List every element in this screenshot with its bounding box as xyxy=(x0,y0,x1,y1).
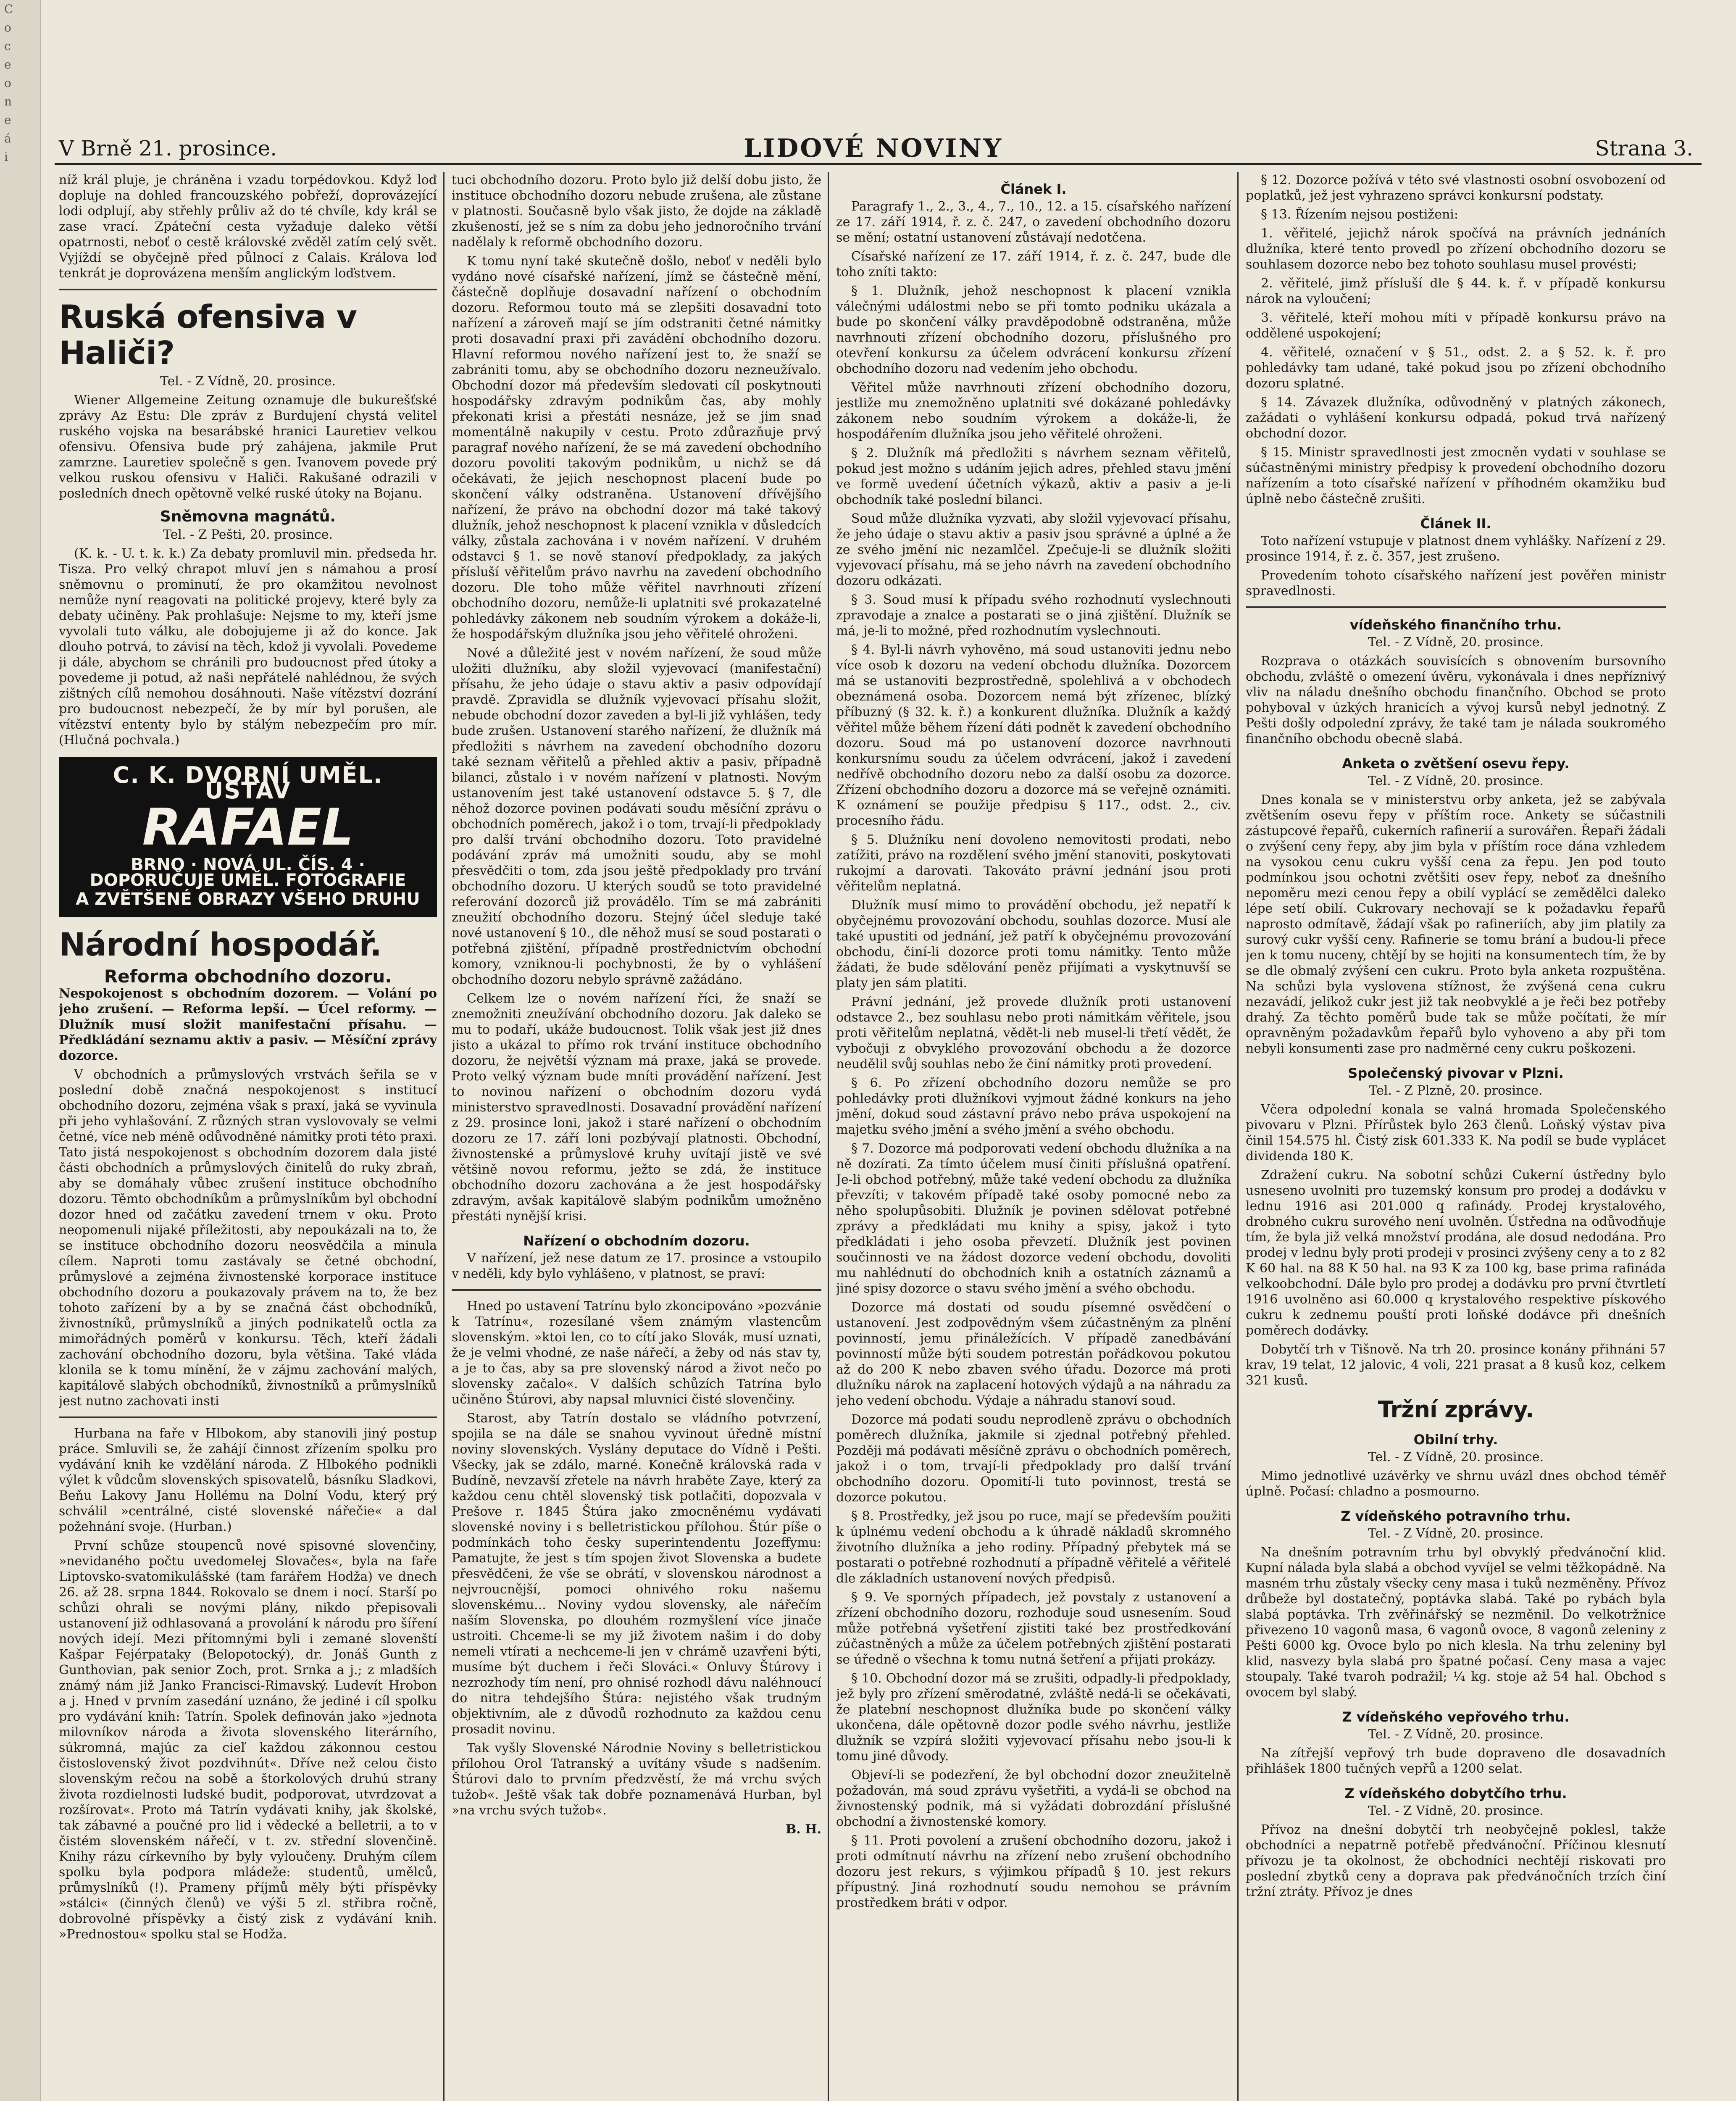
decree-text: § 14. Závazek dlužníka, odůvodněný v platných zákonech, zažádati o vyhlášení konkursu odpadá, pokud trvá nařízený obchodní dozor. xyxy=(1246,395,1666,441)
column-1 xyxy=(59,172,437,2101)
decree-text: § 1. Dlužník, jehož neschopnost k placení vznikla válečnými událostmi nebo se při tomto podniku ukázala a bude po skončení války pravděpodobně odstraněna, může navrhnouti zřízení obchodního dozoru, příslušného pro otevření konkursu za účelem odvrácení konkursu zřízení obchodního dozoru nad vedením jeho obchodu. xyxy=(836,284,1231,376)
ad-line: A ZVĚTŠENÉ OBRAZY VŠEHO DRUHU xyxy=(76,890,420,909)
masthead-title: LIDOVÉ NOVINY xyxy=(744,134,1003,163)
headline-vid-financni-trh: vídeňského finančního trhu. xyxy=(1349,617,1562,633)
divider xyxy=(1246,606,1666,608)
article-text: V nařízení, jež nese datum ze 17. prosince a vstoupilo v neděli, kdy bylo vyhlášeno, v platnost, se praví: xyxy=(452,1251,821,1281)
section-title-narodni-hospodar: Národní hospodář. xyxy=(59,926,381,963)
adjacent-page-edge xyxy=(0,0,41,2101)
decree-text: § 9. Ve sporných případech, jež povstaly z ustanovení a zřízení obchodního dozoru, rozhoduje soud usnesením. Soud může potřebná vyšetření zjistiti také bez prostředkování zúčastněných a může za účelem potřebných zjištění postarati se úředně o všechna k tomu nutná šetření a přijati prokázy. xyxy=(836,1590,1231,1667)
decree-text: Císařské nařízení ze 17. září 1914, ř. z. č. 247, bude dle toho zníti takto: xyxy=(836,249,1231,279)
feuilleton-text: Hurbana na faře v Hlbokom, aby stanovili jiný postup práce. Smluvili se, že zahájí činnost zřízením spolku pro vydávání knih ke vzdělání národa. Z Hlbokého podnikli výlet k vůdcům slovenských spisovatelů, básníku Sladkovi, Beňu Lakovy Janu Hollému na Dolní Vodu, který prý schválil »centrálné, cisté slovenské nářečie« a dal požehnání svoje. (Hurban.) xyxy=(59,1426,437,1534)
header-dateline: V Brně 21. prosince. xyxy=(59,136,277,161)
decree-text: Soud může dlužníka vyzvati, aby složil vyjevovací přísahu, že jeho údaje o stavu aktiv a pasiv jsou správné a úplné a že ze svého jmění nic nezamlčel. Zpečuje-li se dlužník složiti vyjevovací přísahu, má se jeho návrh na zavedení obchodního dozoru odkázati. xyxy=(836,511,1231,588)
article-text: Zdražení cukru. Na sobotní schůzi Cukerní ústředny bylo usneseno uvolniti pro tuzemský konsum pro prodej a dodávku v lednu 1916 asi 201.000 q rafinády. Prodej krystalového, drobného cukru surového není uvolněn. Ústředna na odůvodňuje tím, že byla již velká množství prodána, ale dosud nedodána. Pro prodej v lednu byly proti prodeji v prosinci zvýšeny ceny a to z 82 K 60 hal. na 88 K 50 hal. na 93 K za 100 kg, base prima rafináda velkoobchodní. Dále bylo pro prodej a dodávku pro první čtvrtletí 1916 uvolněno asi 60.000 q krystalového respektive pískového cukru k zednemu pouští proti loňské dodávce při dnešních poměrech dodávky. xyxy=(1246,1168,1666,1338)
decree-text: § 15. Ministr spravedlnosti jest zmocněn vydati v souhlase se súčastněnými ministry předpisy k provedení obchodního dozoru nařízením a toto císařské nařízení v příhodném okamžiku buď úplně nebo částečně zrušiti. xyxy=(1246,445,1666,506)
author-signature: B. H. xyxy=(785,1822,821,1837)
column-rule xyxy=(828,172,829,2101)
article-text: Dobytčí trh v Tišnově. Na trh 20. prosince konány přihnáni 57 krav, 19 telat, 12 jalovic, 4 voli, 221 prasat a 8 kusů koz, celkem 321 kusů. xyxy=(1246,1342,1666,1388)
divider xyxy=(59,289,437,290)
decree-text: Provedením tohoto císařského nařízení jest pověřen ministr spravedlnosti. xyxy=(1246,568,1666,598)
decree-text: § 3. Soud musí k případu svého rozhodnutí vyslechnouti zpravodaje a znalce a postarati se o jiná zjištění. Dlužník se má, je-li to možné, před rozhodnutím vyslechnouti. xyxy=(836,592,1231,638)
decree-text: § 11. Proti povolení a zrušení obchodního dozoru, jakož i proti odmítnutí návrhu na zřízení nebo zrušení obchodního dozoru jest rekurs, s výjimkou případů § 10. jest rekurs přípustný. Jiná rozhodnutí soudu nemohou se právním prostředkem bráti v odpor. xyxy=(836,1833,1231,1910)
decree-text: 2. věřitelé, jimž přísluší dle § 44. k. ř. v případě konkursu nárok na vyloučení; xyxy=(1246,276,1666,306)
article-text: Na zítřejší vepřový trh bude dopraveno dle dosavadních přihlášek 1800 tučných vepřů a 1200 selat. xyxy=(1246,1746,1666,1776)
headline-pivovar: Společenský pivovar v Plzni. xyxy=(1348,1065,1564,1081)
decree-text: Objeví-li se podezření, že byl obchodní dozor zneužitelně požadován, má soud zprávu vyšetřiti, a vydá-li se obchod na živnostenský podnik, má si vyžádati dobrozdání příslušné obchodní a živnostenské komory. xyxy=(836,1768,1231,1829)
headline-anketa: Anketa o zvětšení osevu řepy. xyxy=(1342,756,1570,771)
ad-line: C. K. DVORNÍ UMĚL. ÚSTAV xyxy=(113,762,383,804)
column-3 xyxy=(836,172,1231,2101)
ad-brand: RAFAEL xyxy=(142,798,354,857)
decree-text: § 8. Prostředky, jež jsou po ruce, mají se především použiti k úplnému vedení obchodu a k úhradě nákladů skromného životního dlužníka a jeho rodiny. Případný přebytek má se postarati o potřebné rozhodnutí a případně věřitelé a věřitelé dle základních ustanovení nových předpisů. xyxy=(836,1509,1231,1586)
divider xyxy=(59,1416,437,1418)
feuilleton-text: Hned po ustavení Tatrínu bylo zkoncipováno »pozvánie k Tatrínu«, rozesílané všem známým vlastencům slovenským. »ktoi len, co to cítí jako Slovák, musí uznati, že je velmi vhodné, ze naše nářečí, a žeby od nás stav ty, a je to čas, aby sa pre slovenský národ a život nečo po slovensky začalo«. V dalších schůzích Tatrína bylo učiněno Štúrovi, aby napsal mluvnici čisté slovenčiny. xyxy=(452,1299,821,1407)
section-title-trzni-zpravy: Tržní zprávy. xyxy=(1378,1396,1534,1423)
feuilleton-text: Tak vyšly Slovenské Národnie Noviny s belletristickou přílohou Orol Tatranský a uvítány všude s nadšením. Štúrovi dalo to prvním předzvěstí, že má vrchu svých tužob«. Ještě však tak dobře poznamenává Hurban, byl »na vrchu svých tužob«. xyxy=(452,1741,821,1818)
edge-fragment: á xyxy=(4,132,11,145)
decree-text: 3. věřitelé, kteří mohou míti v případě konkursu právo na oddělené uspokojení; xyxy=(1246,311,1666,341)
dateline: Tel. - Z Pešti, 20. prosince. xyxy=(163,527,333,542)
decree-text: 1. věřitelé, jejichž nárok spočívá na právních jednáních dlužníka, které tento provedl po zřízení obchodního dozoru se souhlasem dozorce nebo bez tohoto souhlasu musel provésti; xyxy=(1246,226,1666,272)
column-rule xyxy=(1237,172,1239,2101)
decree-text: § 4. Byl-li návrh vyhověno, má soud ustanoviti jednu nebo více osob k dozoru na vedení obchodu dlužníka. Dozorcem má se ustanoviti bezprostředně, spolehlivá a v obchodech obeznámená osoba. Dozorcem nemá být zřízenec, blízký příbuzný (§ 32. k. ř.) a konkurent dlužníka. Dlužník a každý věřitel může během řízení dáti podnět k zavedení obchodního dozoru. Soud má po ustanovení dozorce navrhnouti konkursnímu soudu za účelem odvrácení, jakož i zavedení nedřívě obchodního dozoru nebo za další osobu za dozorce. Zřízení obchodního dozoru a dozorce má se veřejně oznámiti. K oznámení se použije předpisu § 117., odst. 2., civ. procesního řádu. xyxy=(836,642,1231,828)
advertisement-rafael xyxy=(59,757,437,917)
decree-text: Dozorce má podati soudu neprodleně zprávu o obchodních poměrech dlužníka, jakmile si zjednal potřebný přehled. Později má podávati měsíčně zprávu o obchodních poměrech, jakož i o tom, trvají-li předpoklady pro další trvání obchodního dozoru. Opomití-li tuto povinnost, trestá se dozorce pokutou. xyxy=(836,1412,1231,1505)
headline-obilni-trhy: Obilní trhy. xyxy=(1413,1432,1498,1448)
article-text: V obchodních a průmyslových vrstvách šeřila se v poslední době značná nespokojenost s institucí obchodního dozoru, zejména však s praxí, jaká se vyvinula při jeho vyhlašování. Z různých stran vyslovovaly se velmi četné, více neb méně odůvodněné námitky proti této praxi. Tato jistá nespokojenost s obchodním dozorem dala jisté části obchodních a průmyslových činitelů do ruky zbraň, aby se domáhaly vůbec zrušení instituce obchodního dozoru. Těmto obchodníkům a průmyslníkům byl obchodní dozor hned od začátku zavedení trnem v oku. Proto neopomenuli nijaké příležitosti, aby nepoukázali na to, že se instituce obchodního dozoru neosvědčila a minula cílem. Naproti tomu zastávaly se četné obchodní, průmyslové a zejména živnostenské korporace instituce obchodního dozoru a poukazovaly právem na to, že bez tohoto zařízení by a by se značná část obchodníků, živnostníků, průmyslníků a jiných podnikatelů octla za mimořádných poměrů v konkursu. Těch, kteří žádali zachování obchodního dozoru, byla většina. Také vláda klonila se k tomu mínění, že v zájmu zachování malých, kapitálově slabých obchodníků, živnostníků a průmyslníků jest nutno zachovati insti xyxy=(59,1067,437,1409)
decree-text: § 6. Po zřízení obchodního dozoru nemůže se pro pohledávky proti dlužníkovi vyjmout žádné konkurs na jeho jmění, dokud soud zástavní právo nebo práva uspokojení na majetku svého jmění a svého jmění a svého obchodu. xyxy=(836,1076,1231,1137)
decree-text: Paragrafy 1., 2., 3., 4., 7., 10., 12. a 15. císařského nařízení ze 17. září 1914, ř. z. č. 247, o zavedení obchodního dozoru se mění; ostatní ustanovení zůstávají nedotčena. xyxy=(836,199,1231,245)
dateline: Tel. - Z Vídně, 20. prosince. xyxy=(1368,1727,1544,1742)
edge-fragment: o xyxy=(4,21,11,34)
page-header xyxy=(55,134,1702,165)
decree-text: 4. věřitelé, označení v § 51., odst. 2. a § 52. k. ř. pro pohledávky tam udané, také pokud jsou po zřízení obchodního dozoru splatné. xyxy=(1246,345,1666,391)
dateline: Tel. - Z Vídně, 20. prosince. xyxy=(1368,1526,1544,1541)
headline-veprovy-trh: Z vídeňského vepřového trhu. xyxy=(1342,1709,1570,1725)
headline-clanek-2: Článek II. xyxy=(1420,516,1491,532)
feuilleton-text: Starost, aby Tatrín dostalo se vládního potvrzení, spojila se na dále se snahou vyvinout úředně místní noviny slovenských. Vyslány deputace do Vídně i Pešti. Všecky, jak se zdálo, marné. Konečně královská rada v Budíně, nevzavší zřetele na návrh hraběte Zaye, který za každou cenu chtěl slovenský tisk potlačiti, dopozvala v Prešove r. 1845 Štúra jako zmocněnému vydávati slovenské noviny i s belletristickou přílohou. Štúr píše o podmínkách toho česky superintendentu Jozeffymu: Pamatujte, že jest s tím spojen život Slovenska a budete přesvědčeni, že vše se obrátí, v slovenskou národnost a nejvroucnější, pomoci ohnivého roku našemu slovenskému... Noviny vydou slovensky, ale nářečím naším Slovenska, po dlouhém rozmyšlení více jinače ustroiti. Chceme-li se my již životem našim i do doby nemeli vtírati a nechceme-li jen v chrámě uzavřeni býti, musíme být duchem i řeči Slováci.« Onluvy Štúrovy i nezrozhody tím není, pro ohnisé rozhodl dávu naléhnoucí do nitra tehdejšího Štúra: nejistého však trudným objektivním, ale z důvodů rozhodnuto za každou cenu prosadit novinu. xyxy=(452,1411,821,1737)
decree-text: § 2. Dlužník má předložiti s návrhem seznam věřitelů, pokud jest možno s udáním jejich adres, přehled stavu jmění ve formě uvedení účetních výkazů, aktiv a pasiv a je-li obchodník také poslední bilanci. xyxy=(836,446,1231,507)
decree-text: § 7. Dozorce má podporovati vedení obchodu dlužníka a na ně dozírati. Za tímto účelem musí činiti příslušná opatření. Je-li obchod potřebný, může také vedení obchodu za dlužníka převzíti; v takovém případě také osoby pomocné nebo za něho spolupůsobiti. Dlužník je povinen sdělovat potřebné zprávy a předkládati mu knihy a spisy, jakož i tyto předkládati i jeho osoba převzetí. Dlužník jest povinen součinnosti ve na žádost dozorce vedení obchodu, dovoliti mu nahlédnutí do obchodních knih a ostatních záznamů a jiné spisy dozorce o stavu svého jmění a svého obchodu. xyxy=(836,1141,1231,1296)
edge-fragment: e xyxy=(4,113,11,127)
edge-fragment: e xyxy=(4,58,11,71)
divider xyxy=(452,1289,821,1291)
dateline: Tel. - Z Vídně, 20. prosince. xyxy=(1368,774,1544,788)
article-text: tuci obchodního dozoru. Proto bylo již delší dobu jisto, že instituce obchodního dozoru nebude zrušena, ale zůstane v platnosti. Současně bylo však jisto, že dojde na základě zkušeností, jež se s ním za dobu jeho jednoročního trvání nadělaly k reformě obchodního dozoru. xyxy=(452,173,821,250)
decree-text: § 13. Řízením nejsou postiženi: xyxy=(1261,207,1459,222)
decree-text: § 5. Dlužníku není dovoleno nemovitosti prodati, nebo zatížiti, právo na rozdělení svého jmění stanoviti, poskytovati rukojmí a darovati. Takováto právní jednání jsou proti věřitelům neplatná. xyxy=(836,832,1231,894)
column-2 xyxy=(452,172,821,2101)
article-summary: Nespokojenost s obchodním dozorem. — Volání po jeho zrušení. — Reforma lepší. — Úcel reformy. — Dlužník musí složit manifestační přísahu. — Předkládání seznamu aktiv a pasiv. — Měsíční zprávy dozorce. xyxy=(59,986,437,1063)
decree-text: Právní jednání, jež provede dlužník proti ustanovení odstavce 2., bez souhlasu nebo proti námitkám věřitele, jsou proti věřitelům neplatná, vědět-li neb musel-li třetí vědět, že vybočuji z obvyklého provozování obchodu a že dozorce neudělil svůj souhlas nebo že činí námitky proti provedení. xyxy=(836,995,1231,1072)
headline-snemovna: Sněmovna magnátů. xyxy=(160,508,336,525)
headline-potravni-trh: Z vídeňského potravního trhu. xyxy=(1341,1508,1571,1524)
edge-fragment: i xyxy=(4,150,8,164)
page-number: Strana 3. xyxy=(1595,136,1693,161)
article-text: Wiener Allgemeine Zeitung oznamuje dle bukurešťské zprávy Az Estu: Dle zpráv z Burdujení chystá velitel ruského vojska na besarábské hranici Lauretiev velkou ofensivu. Ofensiva bude prý zahájena, jakmile Prut zamrzne. Lauretiev společně s gen. Ivanovem povede prý velkou ruskou ofensivu v Haliči. Rakušané odrazili v posledních dnech opětovně velké ruské útoky na Bojanu. xyxy=(59,393,437,501)
headline-dobytci-trh: Z vídeňského dobytčího trhu. xyxy=(1344,1785,1567,1801)
decree-text: Dlužník musí mimo to provádění obchodu, jež nepatří k obyčejnému provozování obchodu, souhlas dozorce. Musí ale také upustiti od jednání, jež patří k obyčejnému provozování obchodu, činí-li dozorce proti tomu námitky. Tento může žádati, že bude sdělování peněz přijímati a vyskytnuvší se platy jen sám platiti. xyxy=(836,898,1231,990)
decree-text: Dozorce má dostati od soudu písemné osvědčení o ustanovení. Jest zodpovědným všem zúčastněným za plnění povinností, jemu přináležících. V případě zanedbávání povinností může býti soudem potrestán pořádkovou pokutou až do 200 K nebo zbaven svého úřadu. Dozorce má proti dlužníku nárok na zaplacení hotových výdajů a na náhradu za jeho vedení obchodu. Výdaje a náhradu stanoví soud. xyxy=(836,1300,1231,1408)
article-text: Včera odpolední konala se valná hromada Společenského pivovaru v Plzni. Přírůstek bylo 263 členů. Loňský výstav piva činil 154.575 hl. Čistý zisk 601.333 K. Na podíl se bude vyplácet dividenda 180 K. xyxy=(1246,1102,1666,1164)
dateline: Tel. - Z Vídně, 20. prosince. xyxy=(1368,1450,1544,1464)
article-text: K tomu nyní také skutečně došlo, neboť v neděli bylo vydáno nové císařské nařízení, jímž se částečně mění, částečně doplňuje dosavadní nařízení o obchodním dozoru. Reformou touto má se zlepšiti dosavadní toto nařízení a zároveň mají se jím odstraniti četné námitky proti dosavadní praxi při zavádění obchodního dozoru. Hlavní reformou nového nařízení jest to, že snaží se zabrániti tomu, aby se obchodního dozoru nezneužívalo. Obchodní dozor má především sledovati cíl poskytnouti hospodářsky zdravým podnikům čas, aby mohly překonati krisi a přestáti nesnáze, jež se jim snad momentálně nakupily v cestu. Proto zdůrazňuje prvý paragraf nového nařízení, že se má zavedení obchodního dozoru povoliti takovým podnikům, u nichž se dá očekávati, že jejich neschopnost placení bude po skončení války odstraněna. Ustanovení dřívějšího nařízení, že právo na obchodní dozor má také takový dlužník, jehož neschopnost k placení vznikla v důsledcích války, zůstala zachována i v novém nařízení. V druhém odstavci § 1. se nově stanoví předpoklady, za jakých přísluší věřitelům právo navrhu na zavedení obchodního dozoru. Dle toho může věřitel navrhnouti zřízení obchodního dozoru, nemůže-li uplatniti své prokazatelné pohledávky zákonem neb soudním výrokem a dokáže-li, že hospodářským dlužníka jsou jeho věřitelé ohroženi. xyxy=(452,254,821,642)
edge-fragment: C xyxy=(4,2,13,16)
article-text: (K. k. - U. t. k. k.) Za debaty promluvil min. předseda hr. Tisza. Pro velký chrapot mluví jen s námahou a prosí sněmovnu o prominutí, že pro okamžitou nevolnost nemůže nyní reagovati na politické projevy, které byly za debaty učiněny. Pak prohlašuje: Nejsme to my, kteří jsme vyvolali tuto válku, ale dobojujeme ji až do konce. Jak dlouho potrvá, to závisí na těch, kdož ji vyvolali. Povedeme ji dále, abychom se chránili pro budoucnost před útoky a povedeme ji potud, až naši nepřátelé nahlédnou, že svých zištných cílů nemohou dosáhnouti. Naše vítězství dozrání pro budoucnost nebezpečí, že by mír byl porušen, ale vítězství ententy bylo by stálým nebezpečím pro mír. (Hlučná pochvala.) xyxy=(59,546,437,748)
feuilleton-text: První schůze stoupenců nové spisovné slovenčiny, »nevidaného počtu uvedomelej Slovačes«, byla na faře Liptovsko-svatomikulášské (tam farářem Hodža) ve dnech 26. až 28. srpna 1844. Rokovalo se dnem i nocí. Starší po schůzi ohrali se novými plány, nikdo přepisovali ustanovení již odhlasovaná a provolání k národu pro šíření nových idejí. Mezi přítomnými byli i zemané slovenští Kašpar Fejérpataky (Belopotocký), dr. Jonáš Gunth z Gunthovian, pak senior Zoch, prot. Srnka a j.; z mladších známý nám již Janko Francisci-Rimavský. Ludevít Hrobon a j. Hned v prvním zasedání uznáno, že jediné i cíl spolku pro vydávání knih: Tatrín. Spolek definován jako »jednota milovníkov národa a života slovenského literárního, súkromná, majúc za cieľ každou zákonnou cestou čistoslovenský život pozdvihnút«. Dříve než celou čisto slovenským rečou na sobě a štorkolových druhú strany života rozdielnosti ludské budit, podporovat, utvrdzovat a rozšírovat«. Proto má Tatrín vydávati knihy, jak školské, tak zábavné a poučné pro lid i vědecké a belletrii, a to v čistém slovenském nářečí, v t. zv. střední slovenčině. Knihy rázu církevního by byly vyloučeny. Druhým cílem spolku byla podpora mládeže: studentů, umělců, průmyslníků (!). Prameny příjmů měly býti příspěvky »stálci« (činných členů) ve výši 5 zl. střibra ročně, dobrovolné příspěvky a čistý zisk z vydávání knih. »Prednostou« spolku stal se Hodža. xyxy=(59,1538,437,1942)
ad-line: BRNO · NOVÁ UL. ČÍS. 4 · DOPORUČUJE UMĚL. FOTOGRAFIE xyxy=(89,855,406,890)
article-text: níž král pluje, je chráněna i vzadu torpédovkou. Když loď dopluje na dohled francouzského pobřeží, doprovázející lodi odplují, aby střehly průliv až do té chvíle, kdy král se zase vrací. Zpáteční cesta vyžaduje daleko větší opatrnosti, neboť o cestě královské zvěděl zatím celý svět. Vyjíždí se obyčejně před půlnocí z Calais. Králova loď tenkrát je doprovázena menším anglickým loďstvem. xyxy=(59,173,437,281)
decree-text: Toto nařízení vstupuje v platnost dnem vyhlášky. Nařízení z 29. prosince 1914, ř. z. č. 357, jest zrušeno. xyxy=(1246,534,1666,564)
headline-narizeni: Nařízení o obchodním dozoru. xyxy=(523,1233,750,1249)
article-text: Rozprava o otázkách souvisících s obnovením bursovního obchodu, zvláště o omezení úvěru, vykonávala i dnes nepříznivý vliv na náladu dnešního obchodu finančního. Obchod se proto pohyboval v úzkých hranicích a vývoj kursů nebyl jednotný. Z Pešti došly odpolední zprávy, že také tam je nálada soukromého finančního obchodu obecně slabá. xyxy=(1246,654,1666,746)
dateline: Tel. - Z Vídně, 20. prosince. xyxy=(160,374,336,389)
headline-ruska-ofensiva: Ruská ofensiva v Haliči? xyxy=(59,298,357,371)
column-4 xyxy=(1246,172,1666,2101)
column-rule xyxy=(443,172,445,2101)
article-text: Celkem lze o novém nařízení říci, že snaží se znemožniti zneužívání obchodního dozoru. Jak daleko se mu to podaří, ukáže budoucnost. Tolik však jest již dnes jisto a ukázal to přímo rok trvání instituce obchodního dozoru, že největší význam má praxe, jaká se provede. Proto velký význam bude mníti provádění nařízení. Jest to novinou nařízení o obchodním dozoru vydá ministerstvo spravedlnosti. Dosavadní provádění nařízení z 29. prosince loni, jakož i staré nařízení o obchodním dozoru ze 17. září loni pozbývají platnosti. Obchodní, živnostenské a průmyslové kruhy uvítají jistě ve své většině novou reformu, ježto se zdá, že instituce obchodního dozoru zachována a že jest hospodářsky zdravým, avšak kapitálově slabým podnikům umožněno přestáti nynější krisi. xyxy=(452,991,821,1224)
article-text: Dnes konala se v ministerstvu orby anketa, jež se zabývala zvětšením osevu řepy v příštím roce. Ankety se súčastnili zástupcové řepařů, cukerních rafinerií a surovářen. Řepaři žádali o zvýšení ceny řepy, aby jim byla v příštím roce dána vzhledem na vysokou cenu cukru vyšší cena za řepu. Jen pod touto podmínkou jsou ochotni zvětšiti osev řepy, neboť za dnešního nepoměru mezi cenou řepy a obilí vyplácí se zemědělci daleko lépe setí obilí. Cukrovary nechovají se k požadavku řepařů naprosto odmítavě, žádají však po rafineriích, aby jim platily za surový cukr vyšší ceny. Rafinerie se tomu brání a budou-li přece jen k tomu nuceny, chtějí by se hojiti na konsumentech tím, že by se dle obmalý zvýšení cen cukru. Proto byla anketa rozpuštěna. Na schůzi byla vyslovena stížnost, že zvýšená cena cukru nezavádí, jelikož cukr jest již tak neobvyklé a je řeči bez potřeby drahý. Za těchto poměrů bude tak se může počítati, že mír opravněným požadavkům řepařů bylo vyhoveno a aby při tom nebyli konsumenti zase pro nadměrné ceny cukru poškozeni. xyxy=(1246,792,1666,1056)
article-text: Nové a důležité jest v novém nařízení, že soud může uložiti dlužníku, aby složil vyjevovací (manifestační) přísahu, že jeho údaje o stavu aktiv a pasiv odpovídají pravdě. Zpravidla se dlužník vyjevovací přísahu složit, nebude obchodní dozor zaveden a byl-li již vyhlášen, tedy bude zrušen. Ustanovení starého nařízení, že dlužník má předložiti s návrhem na zavedení obchodního dozoru také seznam věřitelů a přehled aktiv a pasiv, případně bilanci, zůstalo i v novém nařízení v platnosti. Novým ustanovením jest také ustanovení odstavce 5. § 7, dle něhož dozorce povinen podávati soudu měsíční zprávu o obchodních poměrech, jakož i o tom, trvají-li předpoklady pro další trvání obchodního dozoru. Toto pravidelné podávání zpráv má umožniti soudu, aby se mohl přesvědčiti o tom, zda jsou ještě předpoklady pro trvání obchodního dozoru. U kterých soudů se toto pravidelné referování dozorců již provádělo. Tím se má zabrániti zneužití obchodního dozoru. Stejný účel sleduje také nové ustanovení § 10., dle něhož musí se soud postarati o potřebná zjištění, případně prostřednictvím obchodní komory, vzniknou-li pochybnosti, že by o vyhlášení obchodního dozoru nebylo správně zažádáno. xyxy=(452,646,821,987)
headline-reforma: Reforma obchodního dozoru. xyxy=(104,966,392,987)
decree-text: § 12. Dozorce požívá v této své vlastnosti osobní osvobození od poplatků, jež jest vyhrazeno správci konkursní podstaty. xyxy=(1246,173,1666,203)
dateline: Tel. - Z Vídně, 20. prosince. xyxy=(1368,1803,1544,1818)
edge-fragment: n xyxy=(4,95,12,108)
article-text: Přívoz na dnešní dobytčí trh neobyčejně poklesl, takže obchodníci a nepatrně potřebě předvánoční. Příčinou klesnutí přívozu je ta okolnost, že obchodníci nechtějí riskovati pro poslední zbytků ceny a doprava pak předvánočních trzích činí tržní ztráty. Přívoz je dnes xyxy=(1246,1822,1666,1899)
decree-text: § 10. Obchodní dozor má se zrušiti, odpadly-li předpoklady, jež byly pro zřízení směrodatné, zvláště nedá-li se očekávati, že platební neschopnost dlužníka bude po skončení války ukončena, dále opětovně dozor podle svého návrhu, jestliže dlužník se vzpírá složiti vyjevovací přísahu nebo jsou-li k tomu jiné důvody. xyxy=(836,1671,1231,1764)
edge-fragment: o xyxy=(4,76,11,90)
article-text: Mimo jednotlivé uzávěrky ve shrnu uvázl dnes obchod téměř úplně. Počasí: chladno a posmourno. xyxy=(1246,1469,1666,1499)
dateline: Tel. - Z Vídně, 20. prosince. xyxy=(1368,635,1544,650)
dateline: Tel. - Z Plzně, 20. prosince. xyxy=(1369,1083,1543,1098)
decree-text: Věřitel může navrhnouti zřízení obchodního dozoru, jestliže mu znemožněno uplatniti své dokázané pohledávky zákonem nebo soudním výrokem a dokáže-li, že hospodářením dlužníka jsou jeho věřitelé ohroženi. xyxy=(836,380,1231,442)
headline-clanek-1: Článek I. xyxy=(1000,181,1067,197)
article-text: Na dnešním potravním trhu byl obvyklý předvánoční klid. Kupní nálada byla slabá a obchod vyvíjel se velmi těžkopádně. Na masném trhu zůstaly všecky ceny masa i tuků nezměněny. Přívoz drůbeže byl dostatečný, poptávka slabá. Také po rybách byla slabá poptávka. Trh zvěřinářský se nezměnil. Do velkotržnice přivezeno 10 vagonů masa, 6 vagonů ovoce, 8 vagonů zeleniny z Pešti 6000 kg. Ovoce bylo po nich klesla. Na trhu zeleniny byl klid, nasvezy byla slabá pro špatné počasí. Ceny masa a vajec stoupaly. Také tvaroh podražil; ¼ kg. stoje až 54 hal. Obchod s ovocem byl slabý. xyxy=(1246,1545,1666,1700)
edge-fragment: c xyxy=(4,39,11,53)
